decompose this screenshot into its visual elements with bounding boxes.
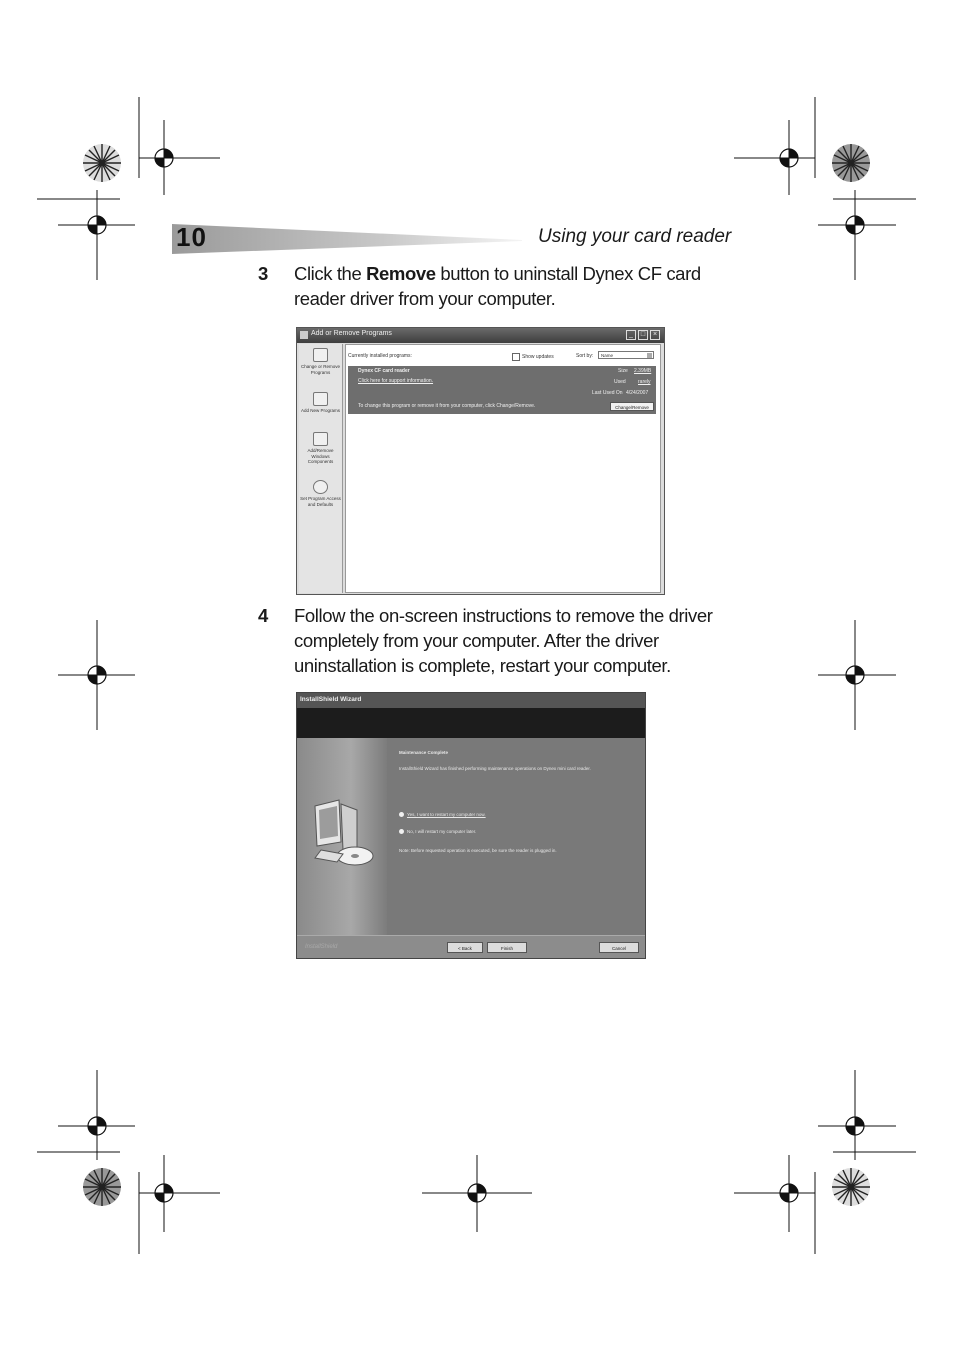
used-value: rarely	[638, 379, 651, 385]
used-label: Used	[614, 379, 626, 385]
sidebar-item-program-defaults[interactable]	[299, 480, 342, 507]
back-button[interactable]: < Back	[447, 942, 483, 953]
app-icon	[300, 331, 308, 339]
step-text-after: button to uninstall Dynex CF card reader driver from your computer.	[294, 263, 701, 309]
sidebar-item-change-remove[interactable]	[299, 348, 342, 375]
close-icon[interactable]: ×	[650, 330, 660, 340]
program-defaults-icon	[313, 480, 328, 494]
program-name: Dynex CF card reader	[358, 368, 410, 374]
maximize-icon[interactable]: □	[638, 330, 648, 340]
last-used-value: 4/24/2007	[626, 390, 649, 396]
show-updates-checkbox[interactable]	[512, 353, 520, 361]
window-titlebar	[297, 693, 645, 708]
wizard-note: Note: Before requested operation is executed, be sure the reader is plugged in.	[399, 848, 557, 853]
add-remove-programs-window	[296, 327, 665, 595]
page-number: 10	[176, 222, 207, 252]
sidebar-item-label: Add/Remove Windows Components	[307, 448, 334, 464]
step-number: 3	[258, 263, 268, 284]
wizard-body: InstallShield Wizard has finished performing maintenance operations on Dynex mini card reader.	[399, 766, 591, 771]
wizard-side-graphic	[297, 738, 387, 935]
window-title: InstallShield Wizard	[300, 696, 362, 703]
window-title: Add or Remove Programs	[311, 330, 392, 337]
sidebar	[299, 344, 343, 593]
change-remove-icon	[313, 348, 328, 362]
sidebar-item-windows-components[interactable]	[299, 432, 342, 465]
restart-later-label: No, I will restart my computer later.	[407, 829, 477, 834]
show-updates-label: Show updates	[522, 354, 554, 360]
running-head: Using your card reader	[538, 226, 732, 247]
last-used-label: Last Used On	[592, 390, 623, 396]
size-value: 2.39MB	[634, 368, 652, 374]
wizard-banner	[297, 708, 645, 738]
sidebar-item-add-new[interactable]	[299, 392, 342, 414]
add-new-icon	[313, 392, 328, 406]
support-link[interactable]: Click here for support information.	[358, 378, 434, 384]
sort-by-value: Name	[601, 353, 614, 358]
change-note: To change this program or remove it from your computer, click Change/Remove.	[358, 403, 536, 409]
restart-now-label: Yes, I want to restart my computer now.	[407, 812, 486, 817]
restart-now-radio[interactable]	[399, 812, 404, 817]
step-text	[294, 261, 738, 311]
header-gradient-bar	[172, 224, 522, 254]
restart-later-radio[interactable]	[399, 829, 404, 834]
wizard-content	[387, 738, 645, 935]
sort-by-label: Sort by:	[576, 353, 594, 359]
sidebar-item-label: Set Program Access and Defaults	[300, 496, 341, 507]
wizard-heading: Maintenance Complete	[399, 750, 449, 755]
step-text-bold: Remove	[366, 263, 436, 284]
installshield-wizard-window	[296, 692, 646, 959]
step-4	[258, 603, 738, 678]
programs-pane	[345, 344, 661, 593]
chevron-down-icon	[647, 353, 652, 358]
computer-icon	[297, 738, 387, 935]
step-text-before: Click the	[294, 263, 367, 284]
finish-button[interactable]: Finish	[487, 942, 527, 953]
size-label: Size	[618, 368, 628, 374]
minimize-icon[interactable]: _	[626, 330, 636, 340]
window-titlebar	[297, 328, 664, 343]
sidebar-item-label: Change or Remove Programs	[300, 364, 341, 375]
step-number: 4	[258, 605, 268, 626]
change-remove-button[interactable]: Change/Remove	[610, 402, 654, 411]
currently-installed-label: Currently installed programs:	[348, 353, 412, 359]
wizard-footer	[297, 935, 645, 959]
step-text: Follow the on-screen instructions to remove the driver completely from your computer. After the driver uninstallation is complete, restart your computer.	[294, 605, 713, 676]
program-row-selected[interactable]	[348, 366, 656, 414]
sort-by-select[interactable]	[598, 351, 654, 359]
installshield-brand: InstallShield	[305, 944, 338, 950]
sidebar-item-label: Add New Programs	[300, 408, 340, 413]
cancel-button[interactable]: Cancel	[599, 942, 639, 953]
windows-components-icon	[313, 432, 328, 446]
step-3	[258, 261, 738, 311]
